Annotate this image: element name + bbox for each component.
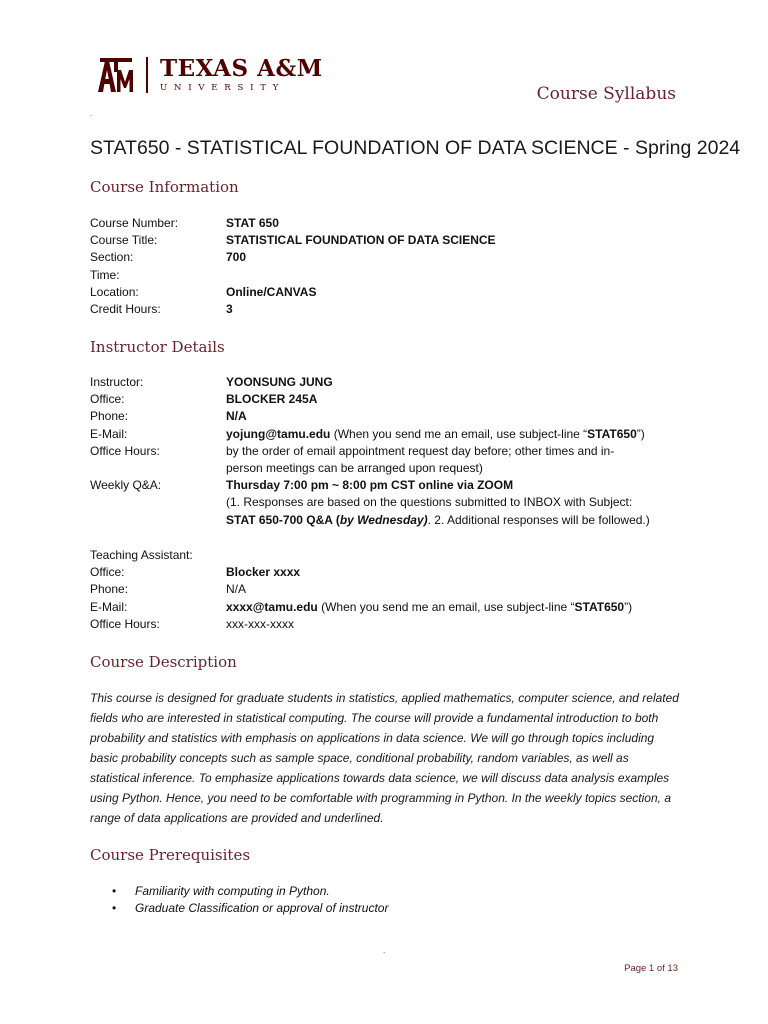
info-row xyxy=(90,284,690,301)
info-label: Instructor: xyxy=(90,375,144,389)
info-label: Credit Hours: xyxy=(90,302,161,317)
instructor-details-table xyxy=(90,374,690,529)
info-row xyxy=(90,249,690,266)
course-title: STATISTICAL FOUNDATION OF DATA SCIENCE xyxy=(226,233,496,248)
info-row xyxy=(90,267,690,284)
office-hours-line: person meetings can be arranged upon request) xyxy=(226,461,483,476)
qa-note: (1. Responses are based on the questions submitted to INBOX with Subject: xyxy=(226,495,633,510)
info-label: Time: xyxy=(90,267,120,282)
course-number: STAT 650 xyxy=(226,216,279,230)
info-row xyxy=(90,426,690,443)
info-label: Section: xyxy=(90,250,134,265)
qa-note-end: . 2. Additional responses will be followed.) xyxy=(427,512,650,527)
course-section: 700 xyxy=(226,250,247,265)
email-note: (When you send me an email, use subject-line “ xyxy=(317,599,575,614)
email-subject: STAT650 xyxy=(574,599,625,614)
info-row xyxy=(90,391,690,408)
email-note: (When you send me an email, use subject-line “ xyxy=(330,426,588,441)
instructor-email-link[interactable]: yojung@tamu.edu xyxy=(226,426,331,441)
course-prerequisites-heading: Course Prerequisites xyxy=(90,846,251,864)
info-label: Office: xyxy=(90,565,125,580)
course-time xyxy=(226,267,690,284)
course-information-table xyxy=(90,215,690,318)
qa-day: by Wednesday) xyxy=(339,512,428,527)
office-hours-text xyxy=(226,443,690,477)
list-item: • Graduate Classification or approval of instructor xyxy=(90,900,388,917)
logo-divider xyxy=(146,57,148,93)
info-label: E-Mail: xyxy=(90,599,128,614)
info-label: Office Hours: xyxy=(90,443,160,458)
credit-hours: 3 xyxy=(226,302,233,317)
info-row xyxy=(90,547,690,564)
ta-phone: N/A xyxy=(226,582,247,597)
info-label: Course Title: xyxy=(90,233,158,248)
instructor-details-heading: Instructor Details xyxy=(90,338,225,356)
university-logo xyxy=(96,56,323,94)
info-label: E-Mail: xyxy=(90,426,128,441)
office-hours-line: by the order of email appointment request day before; other times and in- xyxy=(226,443,615,458)
instructor-email-line xyxy=(226,426,690,443)
list-item: • Familiarity with computing in Python. xyxy=(90,883,388,900)
info-row xyxy=(90,564,690,581)
ta-email-link[interactable]: xxxx@tamu.edu xyxy=(226,599,318,614)
document-title: STAT650 - STATISTICAL FOUNDATION OF DATA SCIENCE - Spring 2024 xyxy=(90,137,741,159)
info-row xyxy=(90,408,690,425)
instructor-office: BLOCKER 245A xyxy=(226,392,318,407)
email-note-end: ”) xyxy=(624,599,633,614)
logo-university-name: TEXAS A&M xyxy=(160,54,323,82)
info-label: Office: xyxy=(90,392,125,407)
email-note-end: ”) xyxy=(636,426,645,441)
info-label: Weekly Q&A: xyxy=(90,478,162,493)
info-row xyxy=(90,301,690,318)
header-dot: . xyxy=(90,109,93,118)
teaching-assistant-table xyxy=(90,547,690,633)
info-row xyxy=(90,599,690,616)
info-row xyxy=(90,616,690,633)
info-row xyxy=(90,374,690,391)
page-number: Page 1 of 13 xyxy=(624,963,678,974)
instructor-name: YOONSUNG JUNG xyxy=(226,375,333,389)
info-row xyxy=(90,581,690,598)
weekly-qa-text xyxy=(226,477,690,529)
info-row xyxy=(90,477,690,529)
info-label: Office Hours: xyxy=(90,616,160,631)
instructor-phone: N/A xyxy=(226,409,247,424)
email-subject: STAT650 xyxy=(587,426,637,441)
logo-university-subtitle: UNIVERSITY xyxy=(160,82,286,93)
atm-logo-mark-icon xyxy=(96,58,136,92)
info-label: Teaching Assistant: xyxy=(90,548,193,562)
course-location: Online/CANVAS xyxy=(226,284,317,299)
info-row xyxy=(90,215,690,232)
qa-time: Thursday 7:00 pm ~ 8:00 pm CST online via ZOOM xyxy=(226,478,514,493)
course-description-text: This course is designed for graduate students in statistics, applied mathematics, computer science, and related fields who are interested in statistical computing. The course will provide a fundamental introduction to both probability and statistics with emphasis on applications in data science. We will go through topics including basic probability concepts such as sample space, conditional probability, random variables, as well as statistical inference. To emphasize applications towards data science, we will discuss data analysis examples using Python. Hence, you need to be comfortable with programming in Python. In the weekly topics section, a range of data applications are provided and underlined. xyxy=(90,691,679,825)
page-dot: . xyxy=(383,946,386,955)
info-label: Phone: xyxy=(90,409,129,424)
info-label: Location: xyxy=(90,284,139,299)
info-label: Course Number: xyxy=(90,216,179,230)
ta-office: Blocker xxxx xyxy=(226,565,301,580)
course-description-heading: Course Description xyxy=(90,653,237,671)
info-row xyxy=(90,232,690,249)
ta-email-line xyxy=(226,599,690,616)
info-row xyxy=(90,443,690,477)
prerequisites-list xyxy=(90,883,388,917)
header-title: Course Syllabus xyxy=(536,84,676,104)
qa-paren: ( xyxy=(332,512,340,527)
qa-subject: STAT 650-700 Q&A xyxy=(226,512,333,527)
ta-office-hours: xxx-xxx-xxxx xyxy=(226,616,294,631)
info-label: Phone: xyxy=(90,582,129,597)
course-information-heading: Course Information xyxy=(90,178,239,196)
